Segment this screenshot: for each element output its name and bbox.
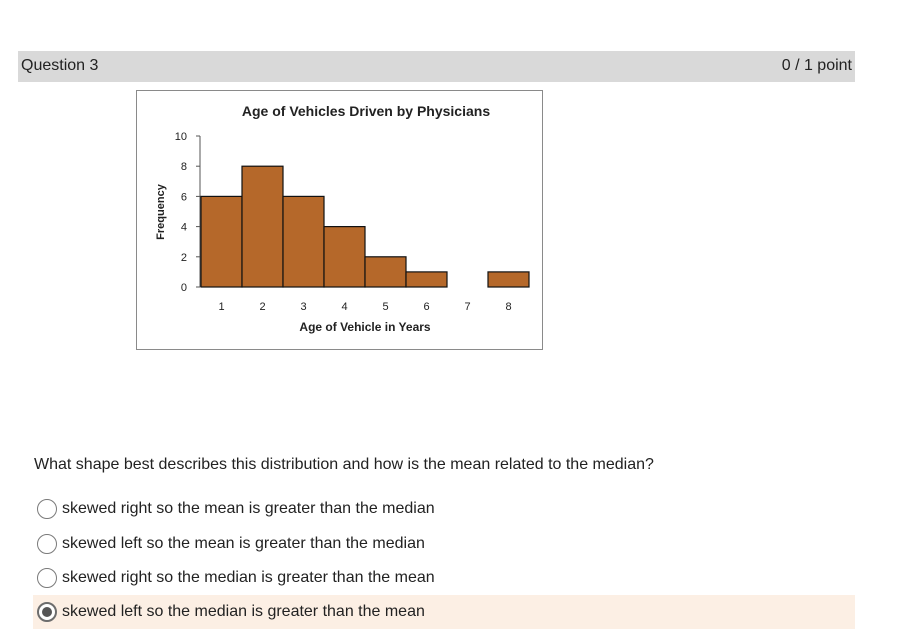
y-tick-label: 4 — [180, 221, 187, 234]
answer-option-3[interactable] — [33, 561, 855, 595]
histogram-chart — [137, 91, 542, 349]
x-tick-label: 6 — [423, 301, 430, 313]
question-points: 0 / 1 point — [781, 57, 852, 74]
question-header — [18, 51, 855, 82]
question-title: Question 3 — [21, 57, 99, 74]
answer-option-label: skewed right so the mean is greater than the median — [62, 500, 435, 517]
chart-y-axis — [175, 131, 200, 294]
y-tick-label: 8 — [180, 161, 187, 174]
chart-x-ticks — [218, 301, 511, 313]
chart-title: Age of Vehicles Driven by Physicians — [241, 103, 491, 119]
answer-option-label: skewed left so the median is greater than the mean — [62, 603, 425, 620]
x-tick-label: 1 — [218, 301, 225, 313]
y-tick-label: 0 — [180, 282, 187, 294]
histogram-bar — [283, 196, 324, 287]
y-tick-label: 6 — [180, 191, 187, 204]
histogram-bar — [324, 227, 365, 287]
answer-option-2[interactable] — [33, 527, 855, 561]
histogram-bar — [242, 166, 283, 287]
x-tick-label: 4 — [341, 301, 348, 313]
histogram-bar — [201, 196, 242, 287]
histogram-figure — [136, 90, 543, 350]
y-tick-label: 10 — [174, 131, 187, 143]
answer-option-4[interactable] — [33, 595, 855, 629]
chart-ylabel: Frequency — [155, 184, 167, 240]
question-prompt: What shape best describes this distribution and how is the mean related to the median? — [34, 456, 654, 473]
answer-option-label: skewed right so the median is greater than the mean — [62, 569, 435, 586]
radio-button[interactable] — [37, 602, 57, 622]
x-tick-label: 7 — [464, 301, 471, 313]
x-tick-label: 3 — [300, 301, 307, 313]
radio-button[interactable] — [37, 534, 57, 554]
y-tick-label: 2 — [180, 251, 187, 264]
x-tick-label: 2 — [259, 301, 266, 313]
x-tick-label: 8 — [505, 301, 512, 313]
chart-bars — [201, 166, 529, 287]
histogram-bar — [488, 272, 529, 287]
radio-button[interactable] — [37, 568, 57, 588]
x-tick-label: 5 — [382, 301, 389, 313]
radio-button[interactable] — [37, 499, 57, 519]
answer-option-label: skewed left so the mean is greater than the median — [62, 535, 425, 552]
histogram-bar — [365, 257, 406, 287]
chart-xlabel: Age of Vehicle in Years — [299, 320, 431, 334]
histogram-bar — [406, 272, 447, 287]
answer-option-1[interactable] — [33, 492, 855, 526]
